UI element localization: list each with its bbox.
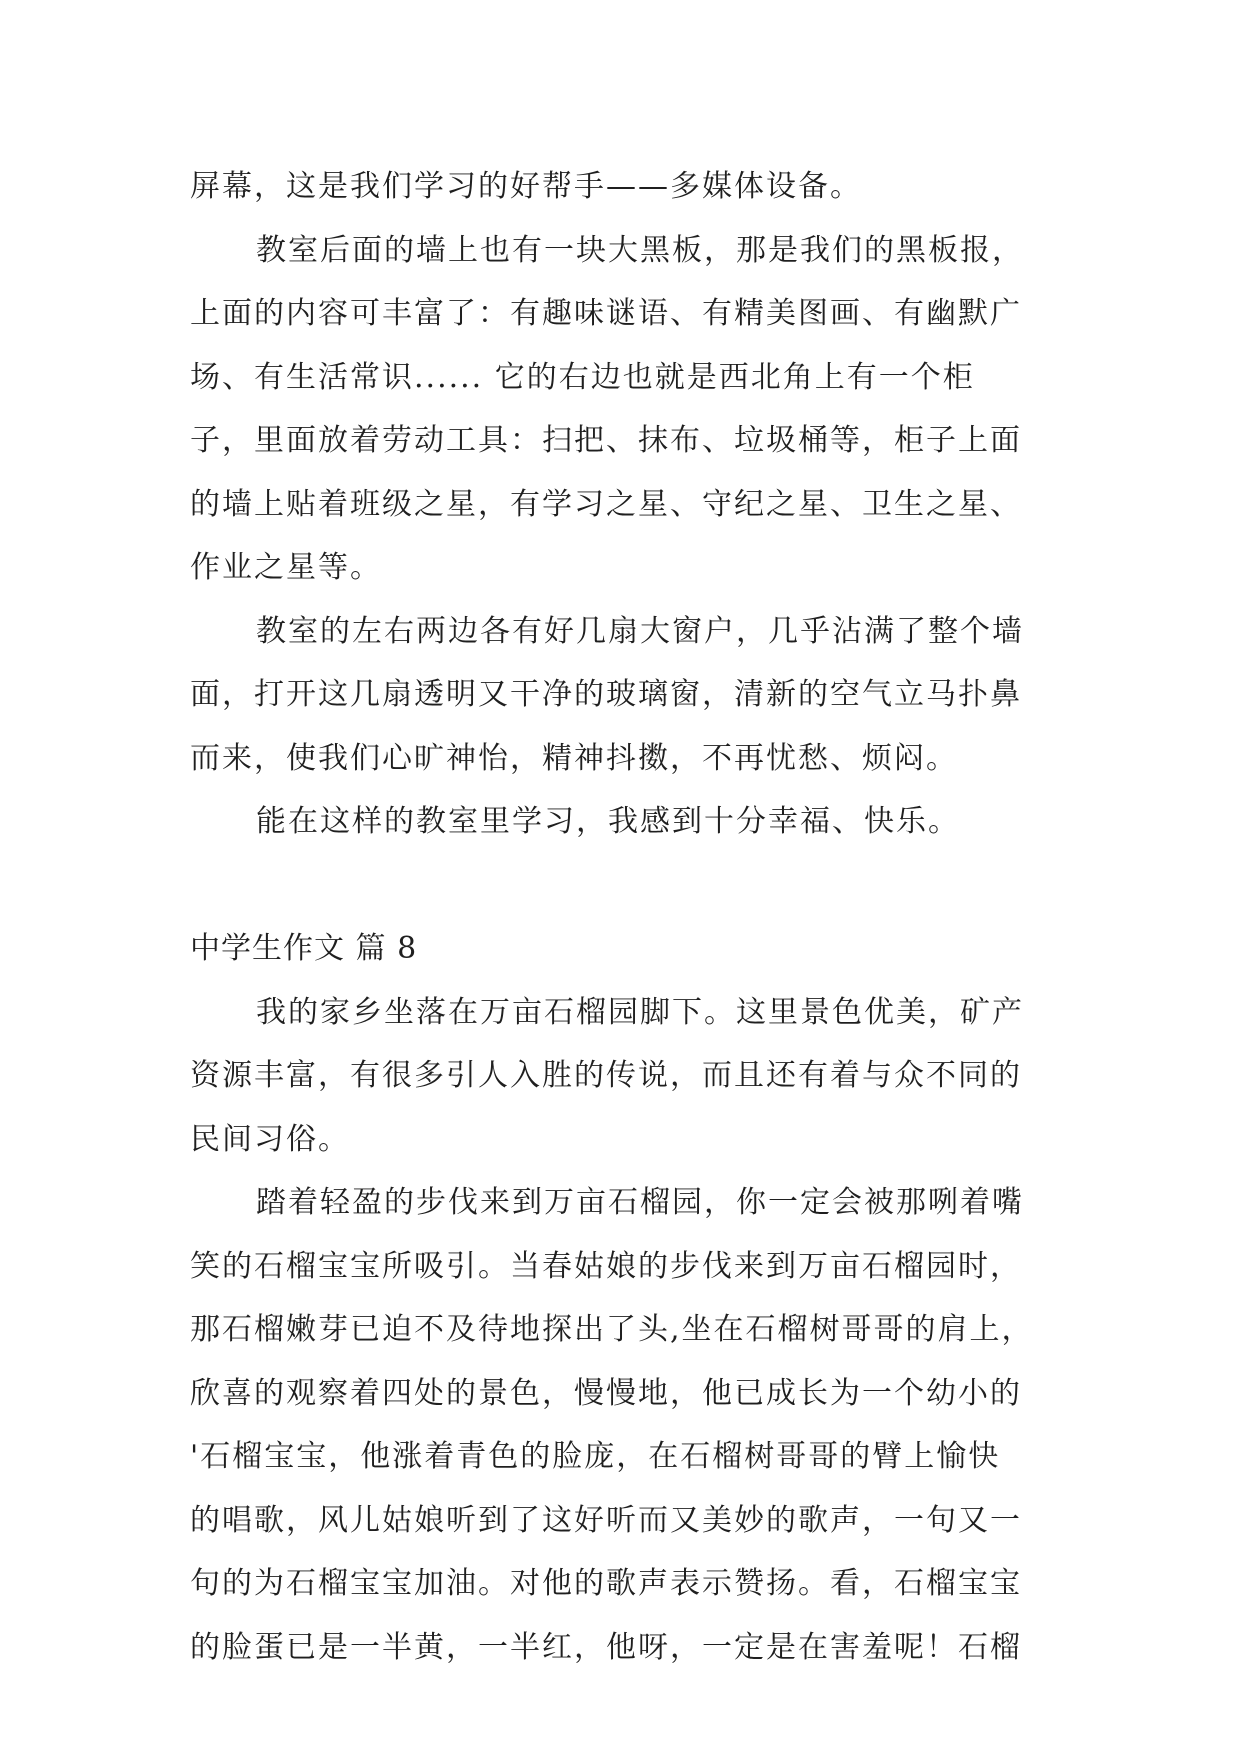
text-line: 欣喜的观察着四处的景色，慢慢地，他已成长为一个幼小的: [190, 1375, 1022, 1411]
section-heading: 中学生作文 篇 8: [190, 931, 418, 966]
paragraph-windows: [190, 600, 1070, 791]
text-line: 作业之星等。: [190, 550, 382, 585]
text-line: 的脸蛋已是一半黄，一半红，他呀，一定是在害羞呢！石榴: [190, 1629, 1022, 1665]
text-line: 能在这样的教室里学习，我感到十分幸福、快乐。: [256, 804, 960, 839]
text-line: 场、有生活常识...... 它的右边也就是西北角上有一个柜: [190, 359, 975, 395]
text-line: '石榴宝宝，他涨着青色的脸庞，在石榴树哥哥的臂上愉快: [190, 1439, 1001, 1474]
text-line: 我的家乡坐落在万亩石榴园脚下。这里景色优美，矿产: [256, 994, 1024, 1030]
text-line: 教室的左右两边各有好几扇大窗户，几乎沾满了整个墙: [256, 613, 1024, 649]
document-body: [190, 155, 1070, 1679]
text-line: 的墙上贴着班级之星，有学习之星、守纪之星、卫生之星、: [190, 486, 1022, 522]
text-line: 上面的内容可丰富了：有趣味谜语、有精美图画、有幽默广: [190, 296, 1022, 331]
paragraph-conclusion: [190, 790, 1070, 854]
text-line: 而来，使我们心旷神怡，精神抖擞，不再忧愁、烦闷。: [190, 740, 958, 776]
text-line: 踏着轻盈的步伐来到万亩石榴园，你一定会被那咧着嘴: [256, 1185, 1024, 1220]
text-line: 句的为石榴宝宝加油。对他的歌声表示赞扬。看，石榴宝宝: [190, 1566, 1022, 1601]
text-line: 的唱歌，风儿姑娘听到了这好听而又美妙的歌声，一句又一: [190, 1502, 1022, 1538]
text-line: 屏幕，这是我们学习的好帮手——多媒体设备。: [190, 169, 862, 204]
text-line: 那石榴嫩芽已迫不及待地探出了头,坐在石榴树哥哥的肩上，: [190, 1312, 1034, 1347]
text-line: 子，里面放着劳动工具：扫把、抹布、垃圾桶等，柜子上面: [190, 423, 1022, 458]
paragraph-hometown: [190, 981, 1070, 1172]
text-line: 面，打开这几扇透明又干净的玻璃窗，清新的空气立马扑鼻: [190, 677, 1022, 712]
text-line: 笑的石榴宝宝所吸引。当春姑娘的步伐来到万亩石榴园时，: [190, 1248, 1022, 1284]
text-line: 民间习俗。: [190, 1121, 350, 1157]
text-line: 资源丰富，有很多引人入胜的传说，而且还有着与众不同的: [190, 1058, 1022, 1093]
paragraph-multimedia-continuation: [190, 155, 1070, 219]
paragraph-pomegranate: [190, 1171, 1070, 1679]
blank-line: [190, 854, 1070, 918]
paragraph-blackboard: [190, 219, 1070, 600]
text-line: 教室后面的墙上也有一块大黑板，那是我们的黑板报，: [256, 232, 1024, 268]
